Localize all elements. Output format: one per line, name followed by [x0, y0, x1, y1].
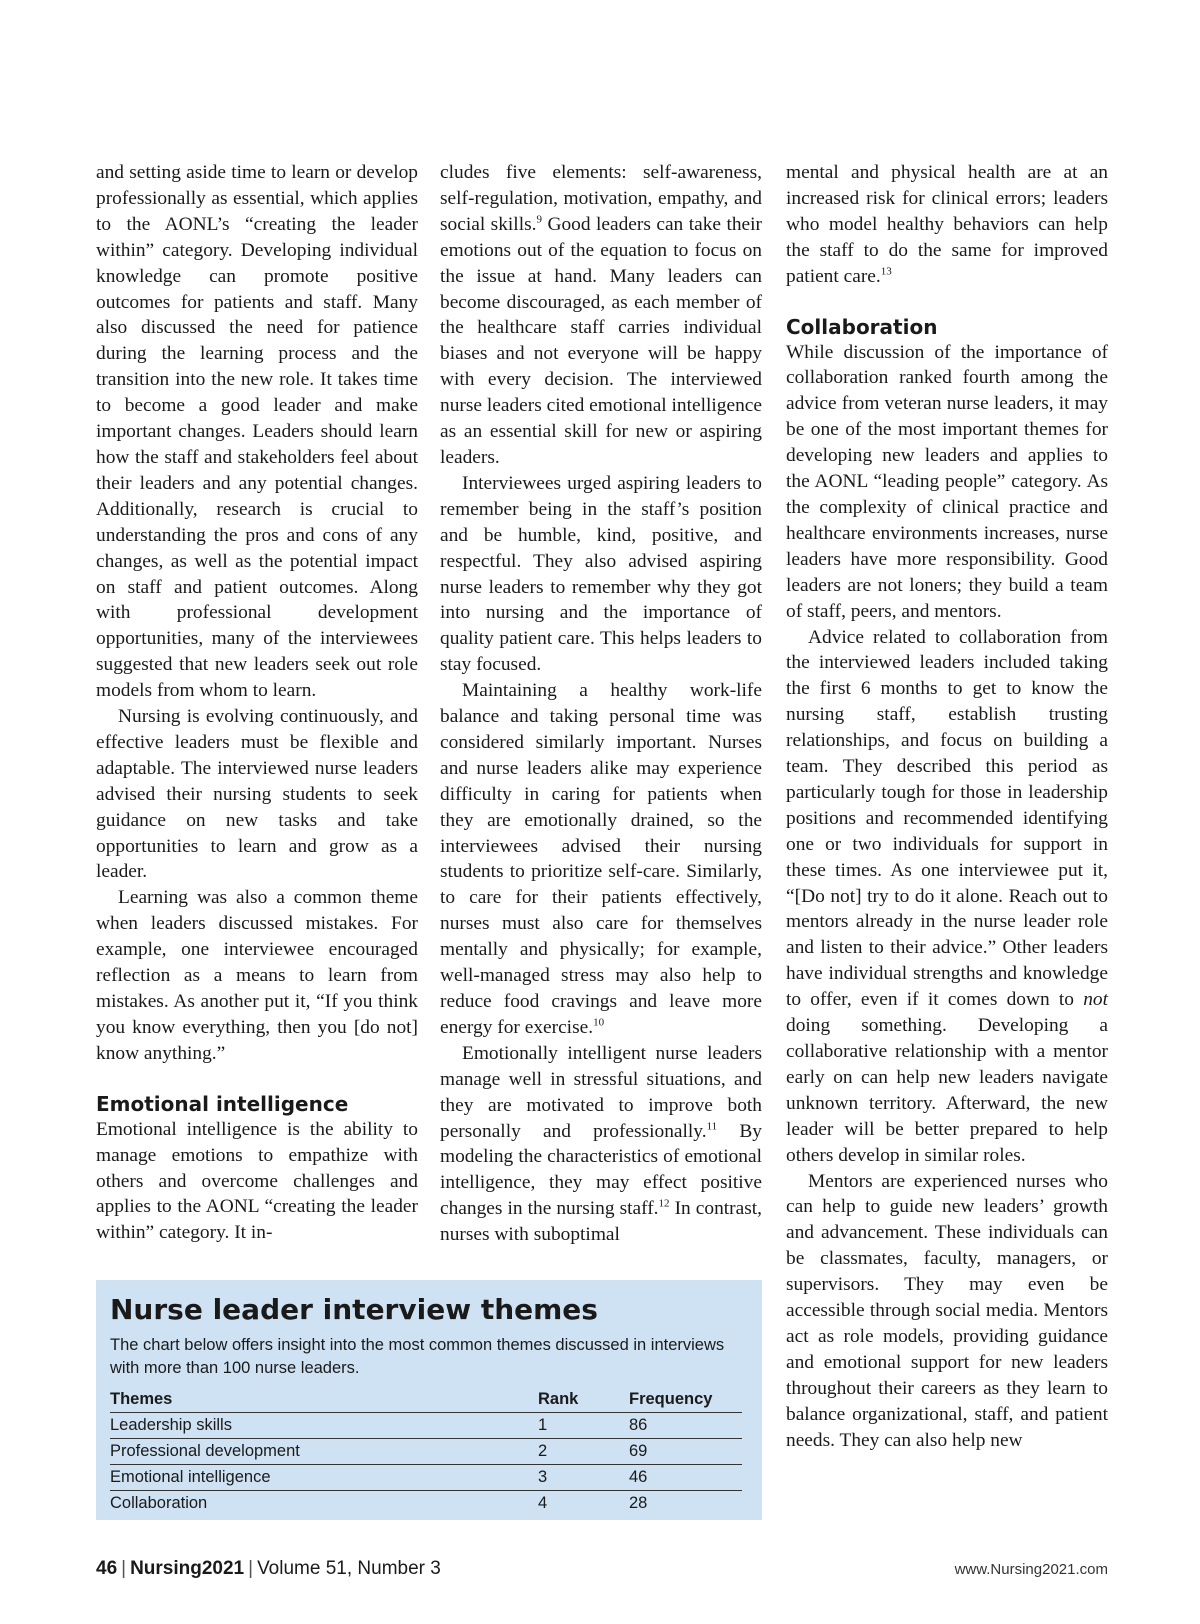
section-heading-collaboration: Collaboration — [786, 314, 938, 339]
rank-cell: 4 — [538, 1494, 548, 1512]
citation-superscript: 11 — [706, 1120, 718, 1133]
paragraph — [786, 625, 1108, 1169]
paragraph: Interviewees urged aspiring leaders to remember being in the staff’s position and be humble, kind, positive, and respectful. They also advised aspiring nurse leaders to remember why they got into nursing and the importance of quality patient care. This helps leaders to stay focused. — [440, 472, 762, 676]
rank-cell: 2 — [538, 1439, 629, 1465]
rank-cell: 1 — [538, 1413, 629, 1439]
website-link[interactable]: www.Nursing2021.com — [954, 1561, 1108, 1578]
paragraph — [786, 160, 1108, 290]
table-row — [110, 1439, 742, 1465]
paragraph: Learning was also a common theme when leaders discussed mistakes. For example, one interviewee encouraged reflection as a means to learn from mistakes. As another put it, “If you think you know everything, then you [do not] know anything.” — [96, 887, 418, 1064]
text-run: doing something. Developing a collaborative relationship with a mentor early on can help new leaders navigate unknown territory. Afterward, the new leader will be better prepared to help others develop in similar roles. — [786, 1015, 1108, 1166]
table-row — [110, 1465, 742, 1491]
section-heading-emotional-intelligence: Emotional intelligence — [96, 1091, 349, 1116]
table-header-row — [110, 1388, 742, 1413]
column-2 — [440, 160, 762, 1248]
page-number: 46 — [96, 1558, 118, 1579]
rank-cell: 3 — [538, 1465, 629, 1491]
emphasis: not — [1083, 989, 1108, 1011]
text-run: Emotionally intelligent nurse leaders manage well in stressful situations, and they are motivated to improve both personally and professionally. — [440, 1042, 762, 1142]
footer-separator: | — [121, 1558, 127, 1579]
frequency-cell: 28 — [629, 1494, 648, 1512]
theme-cell: Leadership skills — [110, 1413, 538, 1439]
citation-superscript: 12 — [658, 1197, 670, 1210]
paragraph — [440, 1041, 762, 1248]
paragraph — [440, 678, 762, 1041]
table-row — [110, 1413, 742, 1439]
theme-cell: Collaboration — [110, 1494, 208, 1512]
paragraph: Emotional intelligence is the ability to manage emotions to empathize with others and overcome challenges and applies to the AONL “creating the leader within” category. It in- — [96, 1118, 418, 1244]
citation-superscript: 13 — [880, 265, 892, 278]
theme-cell: Emotional intelligence — [110, 1465, 538, 1491]
text-run: Advice related to collaboration from the interviewed leaders included taking the first 6 months to get to know the nursing staff, establish trusting relationships, and focus on building a team. They described this period as particularly tough for those in leadership positions and recommended identifying one or two individuals for support in these times. As one interviewee put it, “[Do not] try to do it alone. Reach out to mentors already in the nurse leader role and listen to their advice.” Other leaders have individual strengths and knowledge to offer, even if it comes down to — [786, 626, 1108, 1011]
column-header-themes: Themes — [110, 1388, 538, 1413]
frequency-cell: 86 — [629, 1413, 742, 1439]
sidebar-title: Nurse leader interview themes — [110, 1293, 598, 1326]
column-3 — [786, 160, 1108, 1454]
paragraph: While discussion of the importance of collaboration ranked fourth among the advice from veteran nurse leaders, it may be one of the most important themes for developing new leaders and applies to the AONL “leading people” category. As the complexity of clinical practice and healthcare environments increases, nurse leaders have more responsibility. Good leaders are not loners; they build a team of staff, peers, and mentors. — [786, 341, 1108, 622]
citation-superscript: 10 — [593, 1016, 605, 1029]
text-run: cludes five elements: self-awareness, self-regulation, motivation, empathy, and social skills. — [440, 162, 762, 235]
text-run: mental and physical health are at an increased risk for clinical errors; leaders who model healthy behaviors can help the staff to do the same for improved patient care. — [786, 162, 1108, 287]
themes-table — [110, 1388, 742, 1516]
table-row — [110, 1491, 742, 1517]
paragraph: Mentors are experienced nurses who can help to guide new leaders’ growth and advancement. These individuals can be classmates, faculty, managers, or supervisors. They may even be accessible through social media. Mentors act as role models, providing guidance and emotional support for new leaders throughout their careers as they learn to balance organizational, staff, and patient needs. They can also help new — [786, 1170, 1108, 1451]
text-run: By modeling the characteristics of emotional intelligence, they may effect positive changes in the nursing staff. — [440, 1120, 762, 1220]
text-run: Good leaders can take their emotions out of the equation to focus on the issue at hand. Many leaders can become discouraged, as each member of the healthcare staff carries individual biases and not everyone will be happy with every decision. The interviewed nurse leaders cited emotional intelligence as an essential skill for new or aspiring leaders. — [440, 213, 762, 468]
sidebar-description: The chart below offers insight into the most common themes discussed in interviews with more than 100 nurse leaders. — [110, 1336, 725, 1377]
column-header-frequency: Frequency — [629, 1388, 742, 1413]
text-run: Maintaining a healthy work-life balance and taking personal time was considered similarly important. Nurses and nurse leaders alike may experience difficulty in caring for patients when they are emotionally drained, so the interviewees advised their nursing students to prioritize self-care. Similarly, to care for their patients effectively, nurses must also care for themselves mentally and physically; for example, well-managed stress may also help to reduce food cravings and leave more energy for exercise. — [440, 680, 762, 1038]
citation-superscript: 9 — [536, 213, 542, 226]
issue-info: Volume 51, Number 3 — [257, 1558, 441, 1579]
paragraph: and setting aside time to learn or develop professionally as essential, which applies to the AONL’s “creating the leader within” category. Developing individual knowledge can promote positive outcomes for patients and staff. Many also discussed the need for patience during the learning process and the transition into the new role. It takes time to become a good leader and make important changes. Leaders should learn how the staff and stakeholders feel about their leaders and any potential changes. Additionally, research is crucial to understanding the pros and cons of any changes, as well as the potential impact on staff and patient outcomes. Along with professional development opportunities, many of the interviewees suggested that new leaders seek out role models from whom to learn. — [96, 162, 418, 702]
magazine-name: Nursing2021 — [130, 1558, 245, 1579]
paragraph: Nursing is evolving continuously, and effective leaders must be flexible and adaptable. The interviewed nurse leaders advised their nursing students to seek guidance on new tasks and take opportunities to learn and grow as a leader. — [96, 706, 418, 883]
page-footer — [96, 1558, 441, 1580]
text-run: In contrast, nurses with suboptimal — [440, 1198, 762, 1246]
themes-sidebar-box — [96, 1280, 762, 1520]
footer-separator: | — [248, 1558, 254, 1579]
frequency-cell: 69 — [629, 1439, 742, 1465]
theme-cell: Professional development — [110, 1439, 538, 1465]
paragraph — [440, 160, 762, 471]
frequency-cell: 46 — [629, 1465, 742, 1491]
column-header-rank: Rank — [538, 1388, 629, 1413]
column-1 — [96, 160, 418, 1246]
